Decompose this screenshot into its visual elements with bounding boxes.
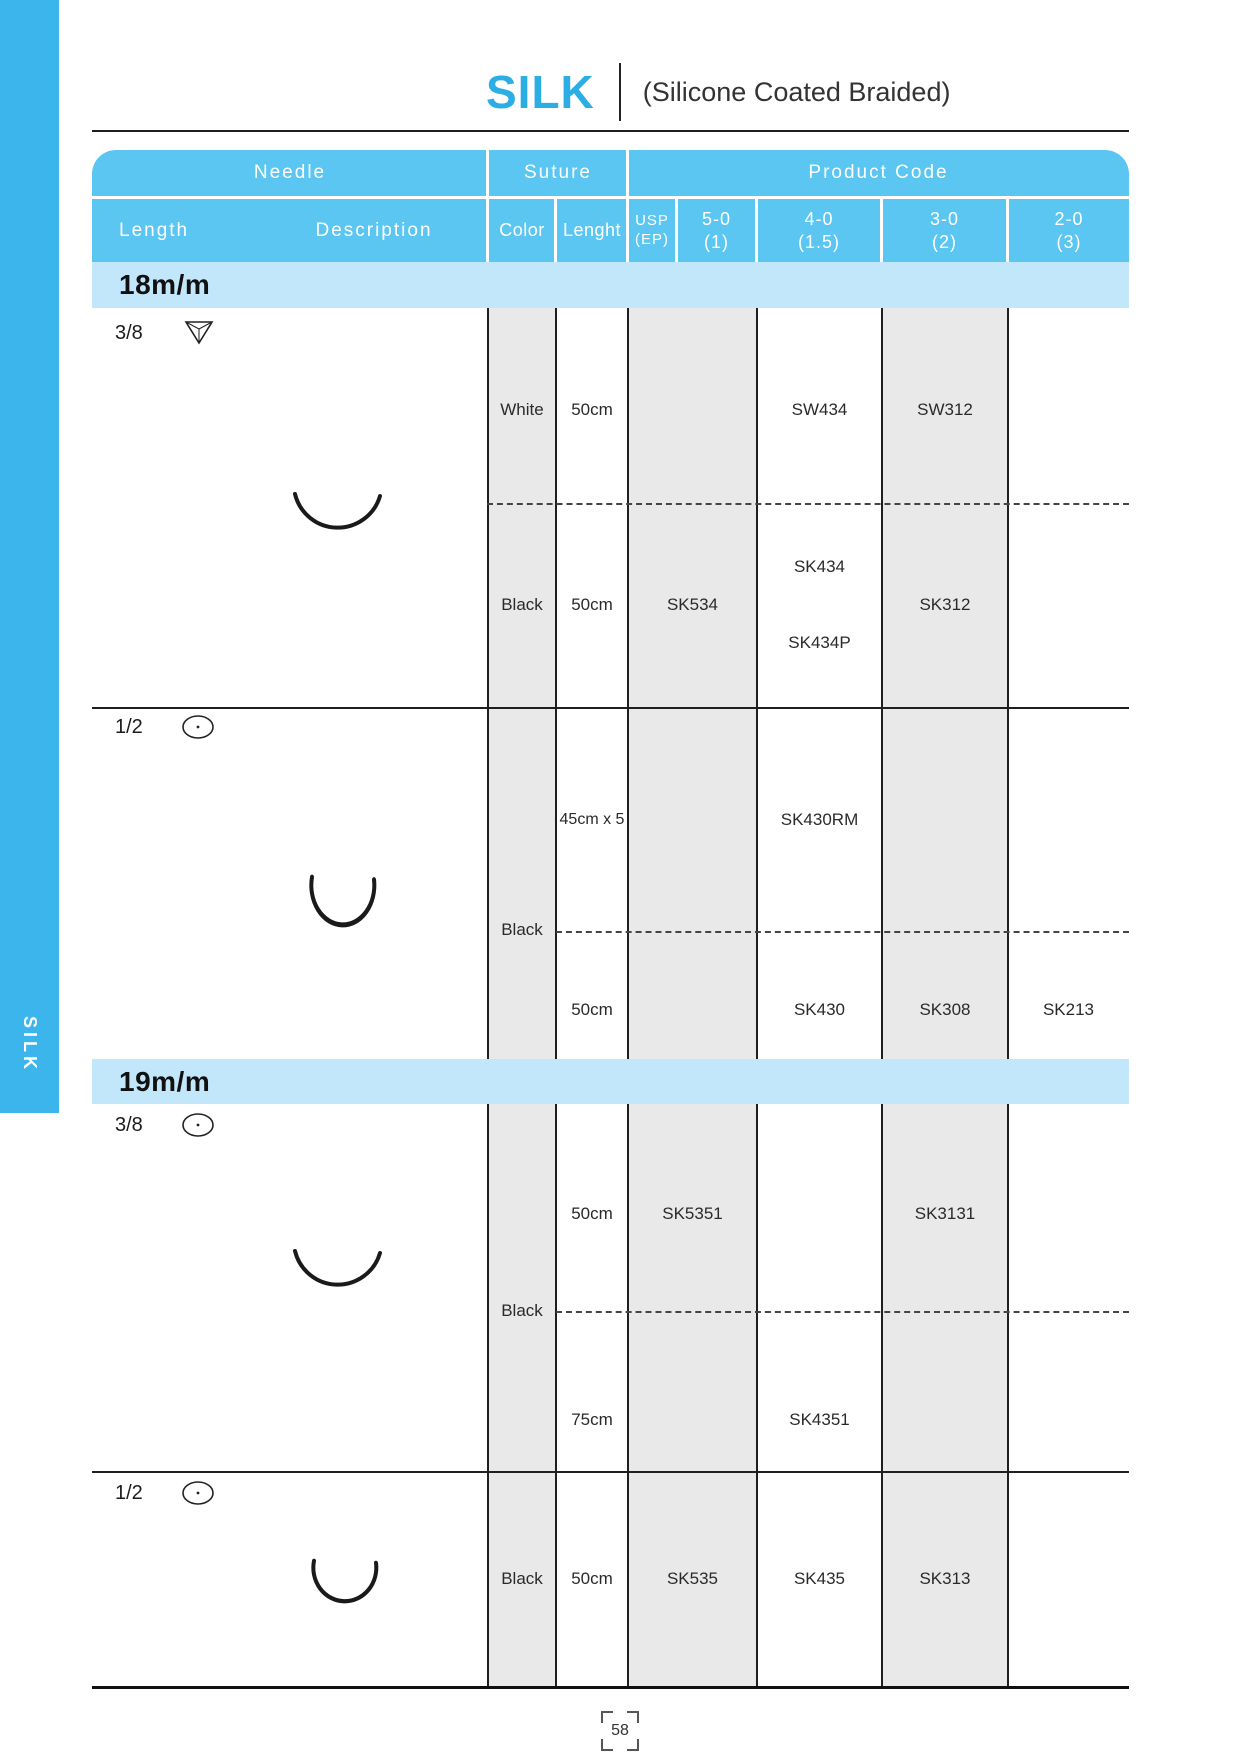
cell-length: 75cm <box>571 1410 613 1429</box>
header-gridline <box>626 150 629 196</box>
needle-curve-3-8 <box>290 486 385 544</box>
product-code: SK5351 <box>662 1204 723 1223</box>
corner-mark <box>601 1739 613 1751</box>
product-code: SK434 <box>793 557 846 576</box>
cell-length: 50cm <box>571 400 613 419</box>
product-code: SK535 <box>666 1569 719 1588</box>
corner-mark <box>627 1739 639 1751</box>
cell-color: White <box>500 400 544 419</box>
cell-length: 50cm <box>571 1569 613 1588</box>
product-code: SK312 <box>919 595 971 614</box>
cell-length: 50cm <box>571 1000 613 1019</box>
size-4-0-ep: (1.5) <box>797 231 840 252</box>
cell-color: Black <box>501 595 543 614</box>
header-col-usp <box>629 199 675 262</box>
needle-curvature-label: 3/8 <box>115 322 143 344</box>
table-bottom-rule <box>92 1686 1129 1689</box>
product-code: SK3131 <box>914 1204 976 1223</box>
header-col-description: Description <box>315 219 433 241</box>
page-number-box <box>601 1711 639 1751</box>
header-gridline <box>486 150 489 196</box>
stripe-5-0-col <box>628 1104 757 1687</box>
size-2-0-ep: (3) <box>1056 231 1082 252</box>
needle-curve-1-2 <box>298 1548 392 1614</box>
title-divider <box>619 63 621 121</box>
header-group-suture: Suture <box>524 162 592 183</box>
column-rule <box>756 1104 758 1687</box>
stripe-color-col <box>488 1104 556 1687</box>
cell-color: Black <box>501 1569 543 1588</box>
header-col-length: Length <box>119 219 190 241</box>
needle-curvature-label: 3/8 <box>115 1114 143 1136</box>
section-label: 19m/m <box>119 1065 211 1097</box>
corner-mark <box>601 1711 613 1723</box>
size-5-0-ep: (1) <box>703 231 729 252</box>
product-code: SK430RM <box>780 810 859 829</box>
product-code: SK308 <box>919 1000 971 1019</box>
usp-line2: (EP) <box>635 230 669 248</box>
column-rule <box>555 1104 557 1687</box>
cell-length: 45cm x 5 <box>559 811 625 828</box>
taper-point-icon <box>181 1480 215 1506</box>
subrow-divider <box>487 503 1129 505</box>
product-code: SK534 <box>666 595 719 614</box>
corner-mark <box>627 1711 639 1723</box>
section-band-19mm <box>92 1059 1129 1104</box>
row-divider <box>92 1471 1129 1473</box>
product-code: SK430 <box>793 1000 846 1019</box>
page-number: 58 <box>611 1722 629 1739</box>
section-label: 18m/m <box>119 269 211 300</box>
sidebar-tab-label: SILK <box>20 1016 40 1074</box>
product-code: SW312 <box>917 400 973 419</box>
cell-color: Black <box>501 920 543 939</box>
header-group-product-code: Product Code <box>808 162 949 183</box>
product-code: SK4351 <box>789 1410 850 1429</box>
header-col-4-0 <box>758 199 880 262</box>
needle-curve-1-2 <box>296 862 390 940</box>
needle-curve-3-8 <box>290 1243 385 1301</box>
header-col-color: Color <box>499 220 545 240</box>
size-3-0: 3-0 <box>929 209 959 229</box>
size-3-0-ep: (2) <box>931 231 957 252</box>
header-col-lenght: Lenght <box>562 220 622 240</box>
subrow-divider <box>556 1311 1129 1313</box>
size-5-0: 5-0 <box>701 209 731 229</box>
stripe-3-0-col <box>882 1104 1008 1687</box>
section-band-18mm <box>92 262 1129 308</box>
sidebar-tab <box>0 0 59 1113</box>
title-rule <box>92 130 1129 132</box>
cell-length: 50cm <box>571 595 613 614</box>
product-code: SK313 <box>919 1569 971 1588</box>
needle-curvature-label: 1/2 <box>115 716 143 738</box>
product-code: SK435 <box>793 1569 846 1588</box>
product-code: SW434 <box>791 400 848 419</box>
product-code: SK434P <box>788 633 851 652</box>
header-col-5-0 <box>678 199 755 262</box>
taper-point-icon <box>181 1112 215 1138</box>
column-rule <box>487 1104 489 1687</box>
taper-point-icon <box>181 714 215 740</box>
cell-length: 50cm <box>571 1204 613 1223</box>
reverse-cutting-icon <box>183 316 215 346</box>
cell-color: Black <box>501 1301 543 1320</box>
stripe-5-0-col <box>628 308 757 1059</box>
header-col-3-0 <box>883 199 1006 262</box>
page-title <box>486 58 950 126</box>
row-divider <box>92 707 1129 709</box>
column-rule <box>627 1104 629 1687</box>
usp-line1: USP <box>635 211 669 229</box>
size-4-0: 4-0 <box>804 209 834 229</box>
column-rule <box>881 1104 883 1687</box>
header-col-2-0 <box>1009 199 1129 262</box>
product-code: SK213 <box>1042 1000 1095 1019</box>
subrow-divider <box>556 931 1129 933</box>
product-subtitle: (Silicone Coated Braided) <box>642 76 951 107</box>
size-2-0: 2-0 <box>1054 209 1084 229</box>
needle-curvature-label: 1/2 <box>115 1482 143 1504</box>
header-group-needle: Needle <box>253 162 327 183</box>
column-rule <box>1007 1104 1009 1687</box>
product-name: SILK <box>486 66 595 118</box>
